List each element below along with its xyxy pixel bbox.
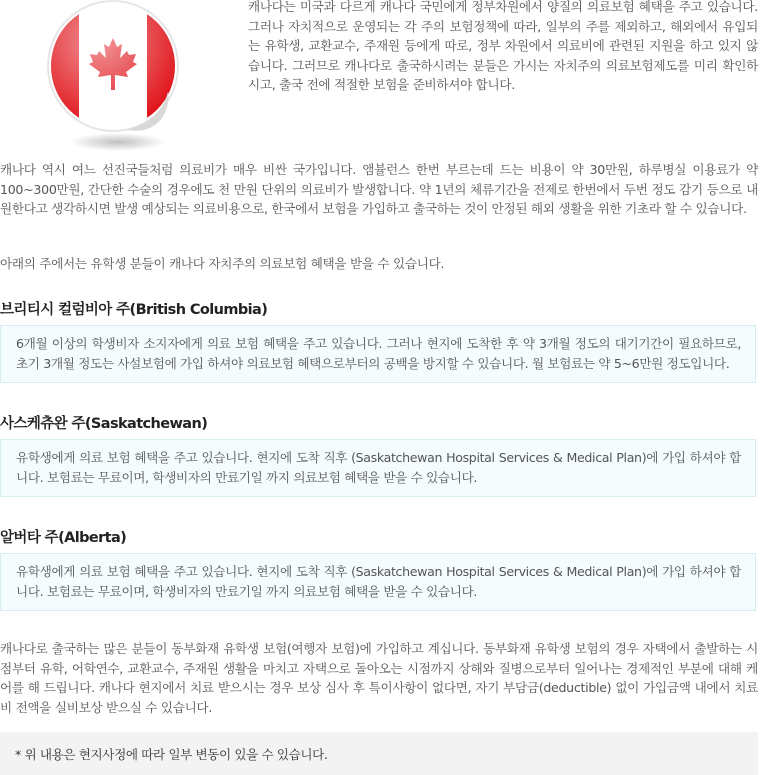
info-box-saskatchewan [0,439,756,497]
heading-british-columbia: 브리티시 컬럼비아 주(British Columbia) [0,302,268,318]
canada-flag-badge [40,0,190,158]
notice-text: * 위 내용은 현지사정에 따라 일부 변동이 있을 수 있습니다. [15,747,328,762]
paragraph-medical-costs: 캐나다 역시 여느 선진국들처럼 의료비가 매우 비싼 국가입니다. 앰뷸런스 한번 부르는데 드는 비용이 약 30만원, 하루병실 이용료가 약 100~300만원, 간단한 수술의 경우에도 천 만원 단위의 의료비가 발생합니다. 약 1년의 체류기간을 전제로 한번에서 두번 정도 감기 등으로 내원한다고 생각하시면 발생 예상되는 의료비용으로, 한국에서 보험을 가입하고 출국하는 것이 안정된 해외 생활을 위한 기초라 할 수 있습니다. [0,162,758,217]
paragraph-dongbu-insurance: 캐나다로 출국하는 많은 분들이 동부화재 유학생 보험(여행자 보험)에 가입하고 계십니다. 동부화재 유학생 보험의 경우 자택에서 출발하는 시점부터 유학, 어학연수, 교환교수, 주재원 생활을 마치고 자택으로 돌아오는 시점까지 상해와 질병으로부터 일어나는 경제적인 부분에 대해 케어를 해 드립니다. 캐나다 현지에서 치료 받으시는 경우 보상 심사 후 특이사항이 없다면, 자기 부담금(deductible) 없이 가입금액 내에서 치료비 전액을 실비보상 받으실 수 있습니다. [0,641,758,715]
canada-flag-icon [40,0,190,158]
heading-alberta: 알버타 주(Alberta) [0,530,127,546]
heading-saskatchewan: 사스케츄완 주(Saskatchewan) [0,416,208,432]
info-text-british-columbia: 6개월 이상의 학생비자 소지자에게 의료 보험 혜택을 주고 있습니다. 그러나 현지에 도착한 후 약 3개월 정도의 대기기간이 필요하므로, 초기 3개월 정도는 사설보험에 가입 하셔야 의료보험 혜택으로부터의 공백을 방지할 수 있습니다. 월 보험료는 약 5~6만원 정도입니다. [16,336,741,371]
info-box-british-columbia [0,325,756,383]
info-box-alberta [0,553,756,611]
info-text-alberta: 유학생에게 의료 보험 혜택을 주고 있습니다. 현지에 도착 직후 (Saskatchewan Hospital Services & Medical Plan)에 가입 하셔야 합니다. 보험료는 무료이며, 학생비자의 만료기일 까지 의료보험 혜택을 받을 수 있습니다. [16,564,741,599]
intro-text: 캐나다는 미국과 다르게 캐나다 국민에게 정부차원에서 양질의 의료보험 혜택을 주고 있습니다. 그러나 자치적으로 운영되는 각 주의 보험정책에 따라, 일부의 주를 제외하고, 해외에서 유입되는 유학생, 교환교수, 주재원 등에게 따로, 정부 차원에서 의료비에 관련된 지원을 하고 있지 않습니다. 그러므로 캐나다로 출국하시려는 분들은 가시는 자치주의 의료보험제도를 미리 확인하시고, 출국 전에 적절한 보험을 준비하셔야 합니다. [248,0,758,93]
notice-box [0,732,758,775]
paragraph-eligible-provinces: 아래의 주에서는 유학생 분들이 캐나다 자치주의 의료보험 혜택을 받을 수 있습니다. [0,256,445,271]
info-text-saskatchewan: 유학생에게 의료 보험 혜택을 주고 있습니다. 현지에 도착 직후 (Saskatchewan Hospital Services & Medical Plan)에 가입 하셔야 합니다. 보험료는 무료이며, 학생비자의 만료기일 까지 의료보험 혜택을 받을 수 있습니다. [16,450,741,485]
